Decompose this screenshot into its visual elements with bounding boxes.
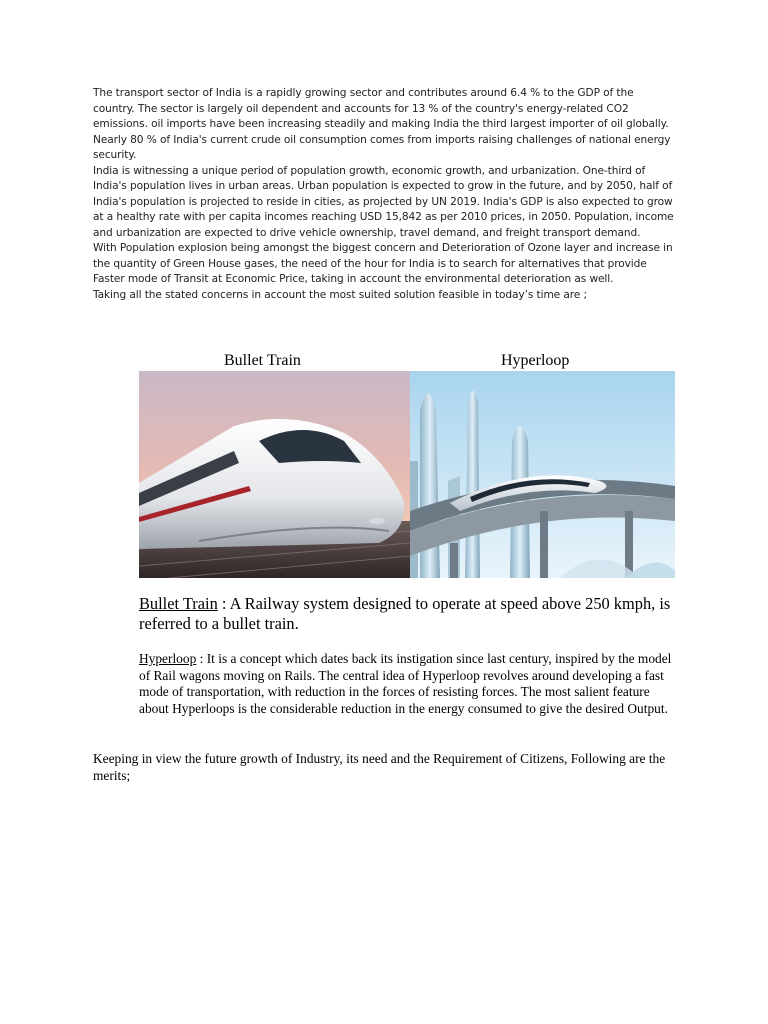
bullet-train-definition	[139, 594, 679, 634]
intro-paragraph-population: India is witnessing a unique period of population growth, economic growth, and urbanization. One-third of India's population lives in urban areas. Urban population is expected to grow in the future, and by 2050, half of India's population is projected to reside in cities, as projected by UN 2019. India's GDP is also expected to grow at a healthy rate with per capita incomes reaching USD 15,842 as per 2010 prices, in 2050. Population, income and urbanization are expected to drive vehicle ownership, travel demand, and freight transport demand.	[93, 164, 674, 239]
hyperloop-term: Hyperloop	[139, 651, 197, 666]
hyperloop-definition-text: : It is a concept which dates back its instigation since last century, inspired by the model of Rail wagons moving on Rails. The central idea of Hyperloop revolves around developing a fast mode of transportation, with reduction in the forces of resisting forces. The most salient feature about Hyperloops is the considerable reduction in the energy consumed to give the desired Output.	[139, 651, 672, 717]
hyperloop-caption: Hyperloop	[501, 352, 570, 369]
bullet-train-term: Bullet Train	[139, 594, 218, 613]
bullet-train-photo	[139, 371, 410, 578]
intro-paragraph-solution: Taking all the stated concerns in account the most suited solution feasible in today’s time are ;	[93, 288, 587, 301]
intro-text	[93, 86, 675, 303]
intro-paragraph-environment: With Population explosion being amongst the biggest concern and Deterioration of Ozone layer and increase in the quantity of Green House gases, the need of the hour for India is to search for alternatives that provide Faster mode of Transit at Economic Price, taking in account the environmental deterioration as well.	[93, 242, 673, 285]
hyperloop-photo	[410, 371, 675, 578]
hyperloop-definition	[139, 651, 679, 718]
merits-intro: Keeping in view the future growth of Industry, its need and the Requirement of Citizens, Following are the merits;	[93, 751, 666, 783]
intro-paragraph-transport: The transport sector of India is a rapidly growing sector and contributes around 6.4 % to the GDP of the country. The sector is largely oil dependent and accounts for 13 % of the country's energy-related CO2 emissions. oil imports have been increasing steadily and making India the third largest importer of oil globally. Nearly 80 % of India's current crude oil consumption comes from imports raising challenges of national energy security.	[93, 87, 671, 161]
bullet-train-definition-text: : A Railway system designed to operate at speed above 250 kmph, is referred to a bullet train.	[139, 594, 671, 633]
bullet-train-caption: Bullet Train	[224, 352, 301, 369]
